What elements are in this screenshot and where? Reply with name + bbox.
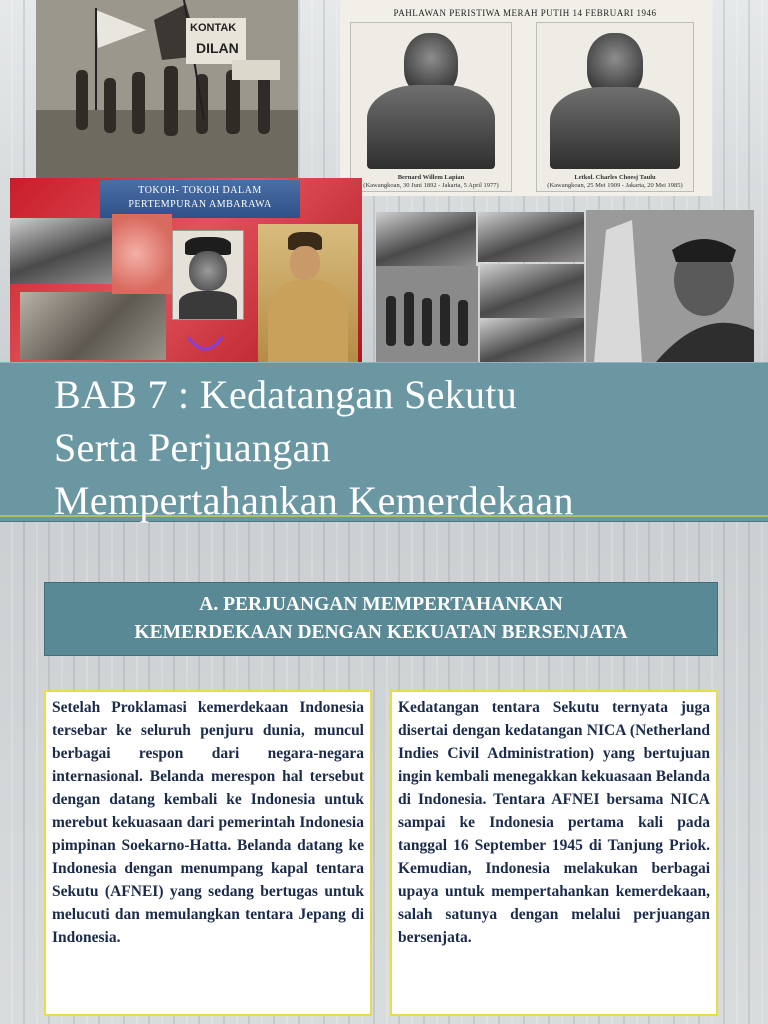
- general-pointing-photo: [586, 210, 754, 362]
- hero-portraits-panel: [340, 0, 712, 196]
- saluting-general-painting: [258, 224, 358, 362]
- curved-arrow-icon: [184, 335, 226, 355]
- portrait-taulu-name: Letkol. Charles Choesj Taulu: [574, 174, 656, 181]
- chapter-title-line2: Serta Perjuangan: [54, 425, 331, 470]
- section-heading-line1: A. PERJUANGAN MEMPERTAHANKAN: [199, 594, 563, 615]
- portrait-lapian-dates: (Kawangkoan, 30 Juni 1892 - Jakarta, 5 April 1977): [363, 182, 499, 189]
- protest-march-illustration: [36, 0, 298, 178]
- ambarawa-label: [100, 180, 300, 218]
- portrait-lapian-name: Bernard Willem Lapian: [397, 174, 465, 181]
- portrait-lapian: [350, 22, 512, 192]
- section-heading: [44, 582, 718, 656]
- ambarawa-group-photo-1: [10, 218, 112, 284]
- soldier-portrait-photo: [172, 230, 244, 320]
- battle-photo-2: [478, 212, 584, 262]
- battle-photo-3: [480, 264, 584, 318]
- chapter-title-line3: Mempertahankan Kemerdekaan: [54, 478, 574, 523]
- protest-march-photo: [36, 0, 298, 178]
- body-text-right: Kedatangan tentara Sekutu ternyata juga disertai dengan kedatangan NICA (Netherland Indies Civil Administration) yang bertujuan ingin kembali menegakkan kekuasaan Belanda di Indonesia. Tentara AFNEI bersama NICA sampai ke Indonesia pertama kali pada tanggal 16 September 1945 di Tanjung Priok. Kemudian, Indonesia melakukan berbagai upaya untuk mempertahankan kemerdekaan, salah satunya dengan melalui perjuangan bersenjata.: [390, 690, 718, 1016]
- marching-soldiers-photo: [376, 266, 478, 362]
- protest-sign-text-2: DILAN: [196, 40, 239, 56]
- section-heading-line2: KEMERDEKAAN DENGAN KEKUATAN BERSENJATA: [134, 622, 628, 643]
- portraits-caption: PAHLAWAN PERISTIWA MERAH PUTIH 14 FEBRUARI 1946: [393, 8, 657, 18]
- body-text-left: Setelah Proklamasi kemerdekaan Indonesia tersebar ke seluruh penjuru dunia, muncul berbagai respon dari negara-negara internasional. Belanda merespon hal tersebut dengan datang kembali ke Indonesia untuk merebut kekuasaan dari pemerintah Indonesia pimpinan Soekarno-Hatta. Belanda datang ke Indonesia dengan menumpang kapal tentara Sekutu (AFNEI) yang sedang bertugas untuk melucuti dan memulangkan tentara Jepang di Indonesia.: [44, 690, 372, 1016]
- raised-fist-image: [112, 214, 172, 294]
- protest-sign-text-1: KONTAK: [190, 22, 237, 34]
- marching-soldiers-illustration: [376, 266, 478, 362]
- chapter-title-line1: BAB 7 : Kedatangan Sekutu: [54, 372, 517, 417]
- portrait-taulu: [536, 22, 694, 192]
- chapter-title: [54, 368, 754, 527]
- battle-photo-1: [376, 212, 476, 266]
- battle-photo-4: [480, 318, 584, 362]
- general-pointing-illustration: [586, 210, 754, 362]
- portrait-taulu-dates: (Kawangkoan, 25 Mei 1909 - Jakarta, 20 Mei 1985): [547, 182, 683, 189]
- ambarawa-label-line2: PERTEMPURAN AMBARAWA: [128, 199, 272, 210]
- ambarawa-label-line1: TOKOH- TOKOH DALAM: [138, 185, 262, 196]
- ambarawa-group-photo-2: [20, 292, 166, 360]
